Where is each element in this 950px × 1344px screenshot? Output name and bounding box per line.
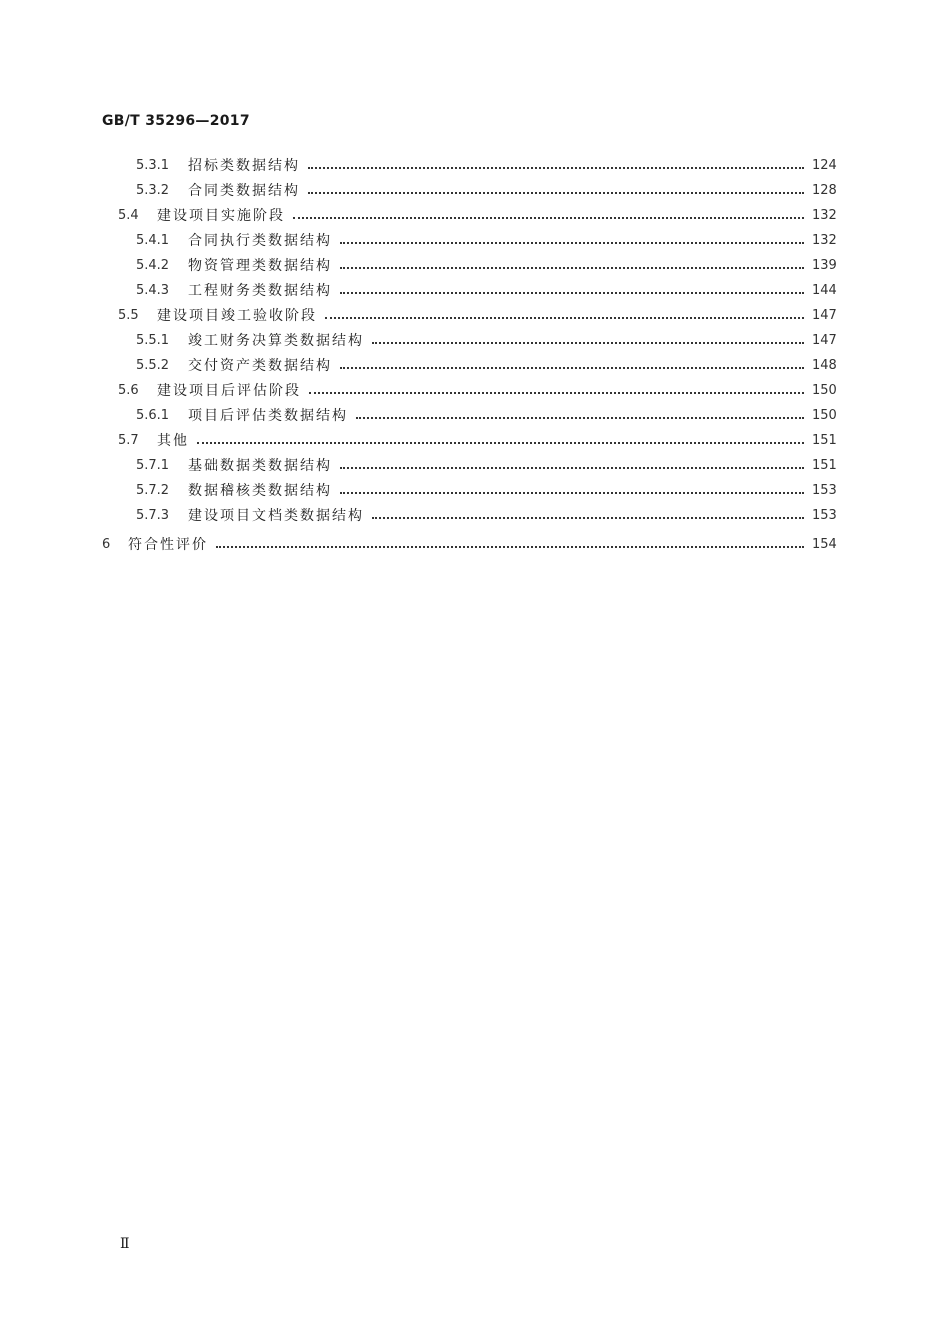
toc-entry-5-5-1[interactable] [136,330,836,352]
standard-code-header: GB/T 35296—2017 [102,113,250,129]
toc-leader-dots [340,280,804,302]
toc-entry-number: 5.6.1 [136,408,170,423]
toc-entry-page: 151 [812,433,837,448]
toc-leader-dots [197,430,804,452]
toc-entry-page: 144 [812,283,837,298]
toc-leader-dots [356,405,804,427]
toc-entry-number: 5.7 [118,433,139,448]
toc-entry-page: 132 [812,233,837,248]
toc-leader-dots [216,534,804,556]
toc-entry-5-7-3[interactable] [136,505,836,527]
toc-entry-number: 5.6 [118,383,139,398]
toc-leader-dots [340,255,804,277]
toc-entry-5-4-3[interactable] [136,280,836,302]
toc-leader-dots [293,205,804,227]
toc-entry-number: 5.7.3 [136,508,170,523]
toc-entry-title: 合同执行类数据结构 [188,233,332,249]
toc-leader-dots [309,380,804,402]
toc-entry-title: 数据稽核类数据结构 [188,483,332,499]
toc-entry-number: 5.5 [118,308,139,323]
toc-entry-5-6-1[interactable] [136,405,836,427]
toc-leader-dots [340,355,804,377]
toc-entry-title: 交付资产类数据结构 [188,358,332,374]
toc-entry-title: 竣工财务决算类数据结构 [188,333,364,349]
toc-entry-number: 6 [102,537,111,552]
toc-entry-5-5[interactable] [118,305,836,327]
page-number: Ⅱ [120,1236,130,1252]
toc-leader-dots [308,180,804,202]
toc-entry-title: 建设项目实施阶段 [157,208,285,224]
toc-entry-number: 5.5.2 [136,358,170,373]
toc-entry-page: 153 [812,483,837,498]
toc-entry-number: 5.4.1 [136,233,170,248]
toc-entry-page: 151 [812,458,837,473]
toc-leader-dots [340,230,804,252]
toc-entry-5-4-1[interactable] [136,230,836,252]
toc-entry-5-3-2[interactable] [136,180,836,202]
toc-entry-title: 建设项目竣工验收阶段 [157,308,317,324]
toc-entry-number: 5.3.1 [136,158,170,173]
toc-entry-title: 其他 [157,433,189,449]
toc-entry-number: 5.4.3 [136,283,170,298]
toc-entry-page: 150 [812,383,837,398]
toc-entry-number: 5.7.1 [136,458,170,473]
toc-entry-6[interactable] [102,534,836,556]
toc-leader-dots [372,505,804,527]
toc-entry-title: 建设项目文档类数据结构 [188,508,364,524]
toc-entry-page: 139 [812,258,837,273]
toc-entry-page: 153 [812,508,837,523]
toc-entry-page: 154 [812,537,837,552]
toc-entry-page: 147 [812,333,837,348]
toc-entry-title: 基础数据类数据结构 [188,458,332,474]
toc-leader-dots [340,455,804,477]
toc-entry-number: 5.5.1 [136,333,170,348]
toc-leader-dots [325,305,804,327]
toc-entry-page: 128 [812,183,837,198]
toc-entry-title: 项目后评估类数据结构 [188,408,348,424]
toc-entry-page: 147 [812,308,837,323]
toc-entry-title: 建设项目后评估阶段 [157,383,301,399]
toc-entry-title: 招标类数据结构 [188,158,300,174]
toc-entry-number: 5.4 [118,208,139,223]
toc-entry-5-7[interactable] [118,430,836,452]
toc-entry-title: 物资管理类数据结构 [188,258,332,274]
toc-entry-5-3-1[interactable] [136,155,836,177]
toc-entry-5-7-1[interactable] [136,455,836,477]
toc-entry-page: 150 [812,408,837,423]
toc-entry-page: 148 [812,358,837,373]
toc-entry-number: 5.3.2 [136,183,170,198]
toc-entry-5-5-2[interactable] [136,355,836,377]
toc-leader-dots [372,330,804,352]
toc-leader-dots [340,480,804,502]
toc-leader-dots [308,155,804,177]
toc-entry-title: 合同类数据结构 [188,183,300,199]
toc-entry-5-4[interactable] [118,205,836,227]
toc-entry-5-7-2[interactable] [136,480,836,502]
toc-entry-number: 5.7.2 [136,483,170,498]
toc-entry-page: 124 [812,158,837,173]
toc-entry-number: 5.4.2 [136,258,170,273]
toc-entry-title: 符合性评价 [128,537,208,553]
toc-entry-page: 132 [812,208,837,223]
toc-entry-5-4-2[interactable] [136,255,836,277]
toc-entry-title: 工程财务类数据结构 [188,283,332,299]
toc-entry-5-6[interactable] [118,380,836,402]
